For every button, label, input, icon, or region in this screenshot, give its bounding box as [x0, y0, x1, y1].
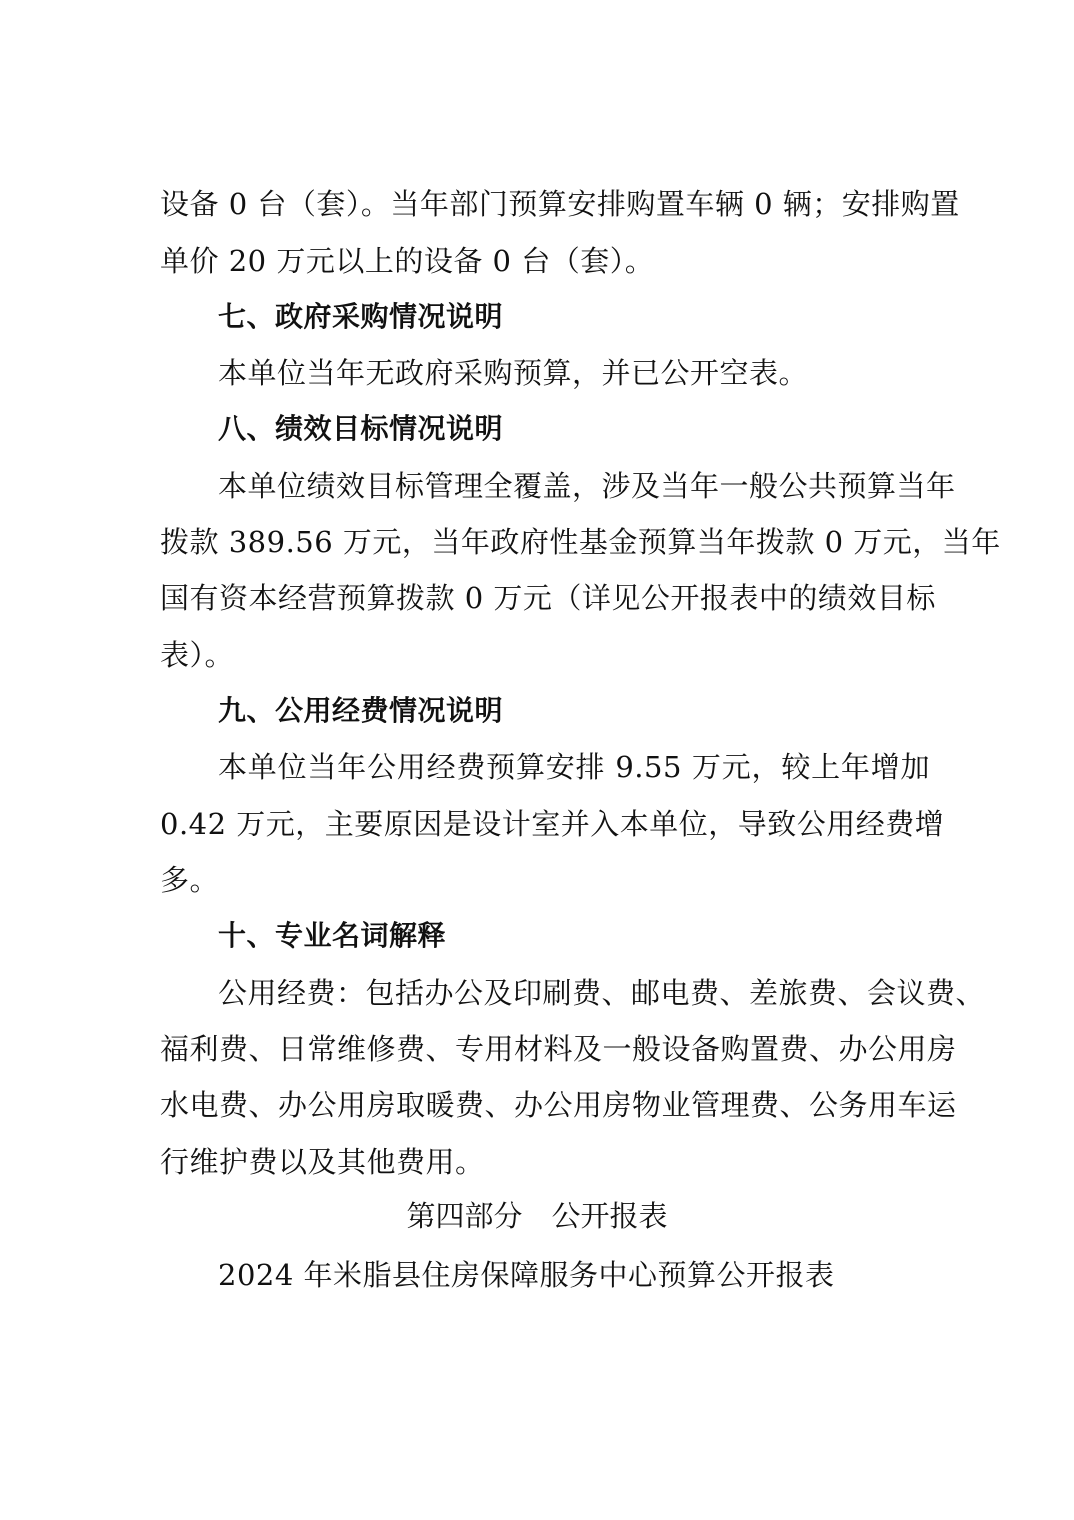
section-7-heading: 七、政府采购情况说明 — [218, 300, 504, 333]
part-4-title: 第四部分 公开报表 — [406, 1199, 668, 1233]
section-9-line-1: 本单位当年公用经费预算安排 9.55 万元，较上年增加 — [218, 750, 930, 784]
section-9-line-3: 多。 — [160, 863, 220, 897]
equipment-line-2: 单价 20 万元以上的设备 0 台（套）。 — [160, 244, 655, 278]
section-10-line-3: 水电费、办公用房取暖费、办公用房物业管理费、公务用车运 — [160, 1088, 957, 1122]
section-10-line-2: 福利费、日常维修费、专用材料及一般设备购置费、办公用房 — [160, 1032, 957, 1066]
part-4-subtitle: 2024 年米脂县住房保障服务中心预算公开报表 — [218, 1258, 835, 1292]
equipment-line-1: 设备 0 台（套）。当年部门预算安排购置车辆 0 辆；安排购置 — [160, 187, 960, 221]
section-8-heading: 八、绩效目标情况说明 — [218, 412, 504, 445]
section-10-line-1: 公用经费：包括办公及印刷费、邮电费、差旅费、会议费、 — [218, 976, 986, 1010]
section-7-line-1: 本单位当年无政府采购预算，并已公开空表。 — [218, 356, 809, 390]
section-10-heading: 十、专业名词解释 — [218, 919, 447, 952]
section-9-line-2: 0.42 万元，主要原因是设计室并入本单位，导致公用经费增 — [160, 807, 945, 841]
section-8-line-1: 本单位绩效目标管理全覆盖，涉及当年一般公共预算当年 — [218, 469, 956, 503]
section-8-line-4: 表）。 — [160, 638, 235, 672]
section-10-line-4: 行维护费以及其他费用。 — [160, 1145, 485, 1179]
section-9-heading: 九、公用经费情况说明 — [218, 694, 504, 727]
section-8-line-3: 国有资本经营预算拨款 0 万元（详见公开报表中的绩效目标 — [160, 581, 936, 615]
section-8-line-2: 拨款 389.56 万元，当年政府性基金预算当年拨款 0 万元，当年 — [160, 525, 1001, 559]
